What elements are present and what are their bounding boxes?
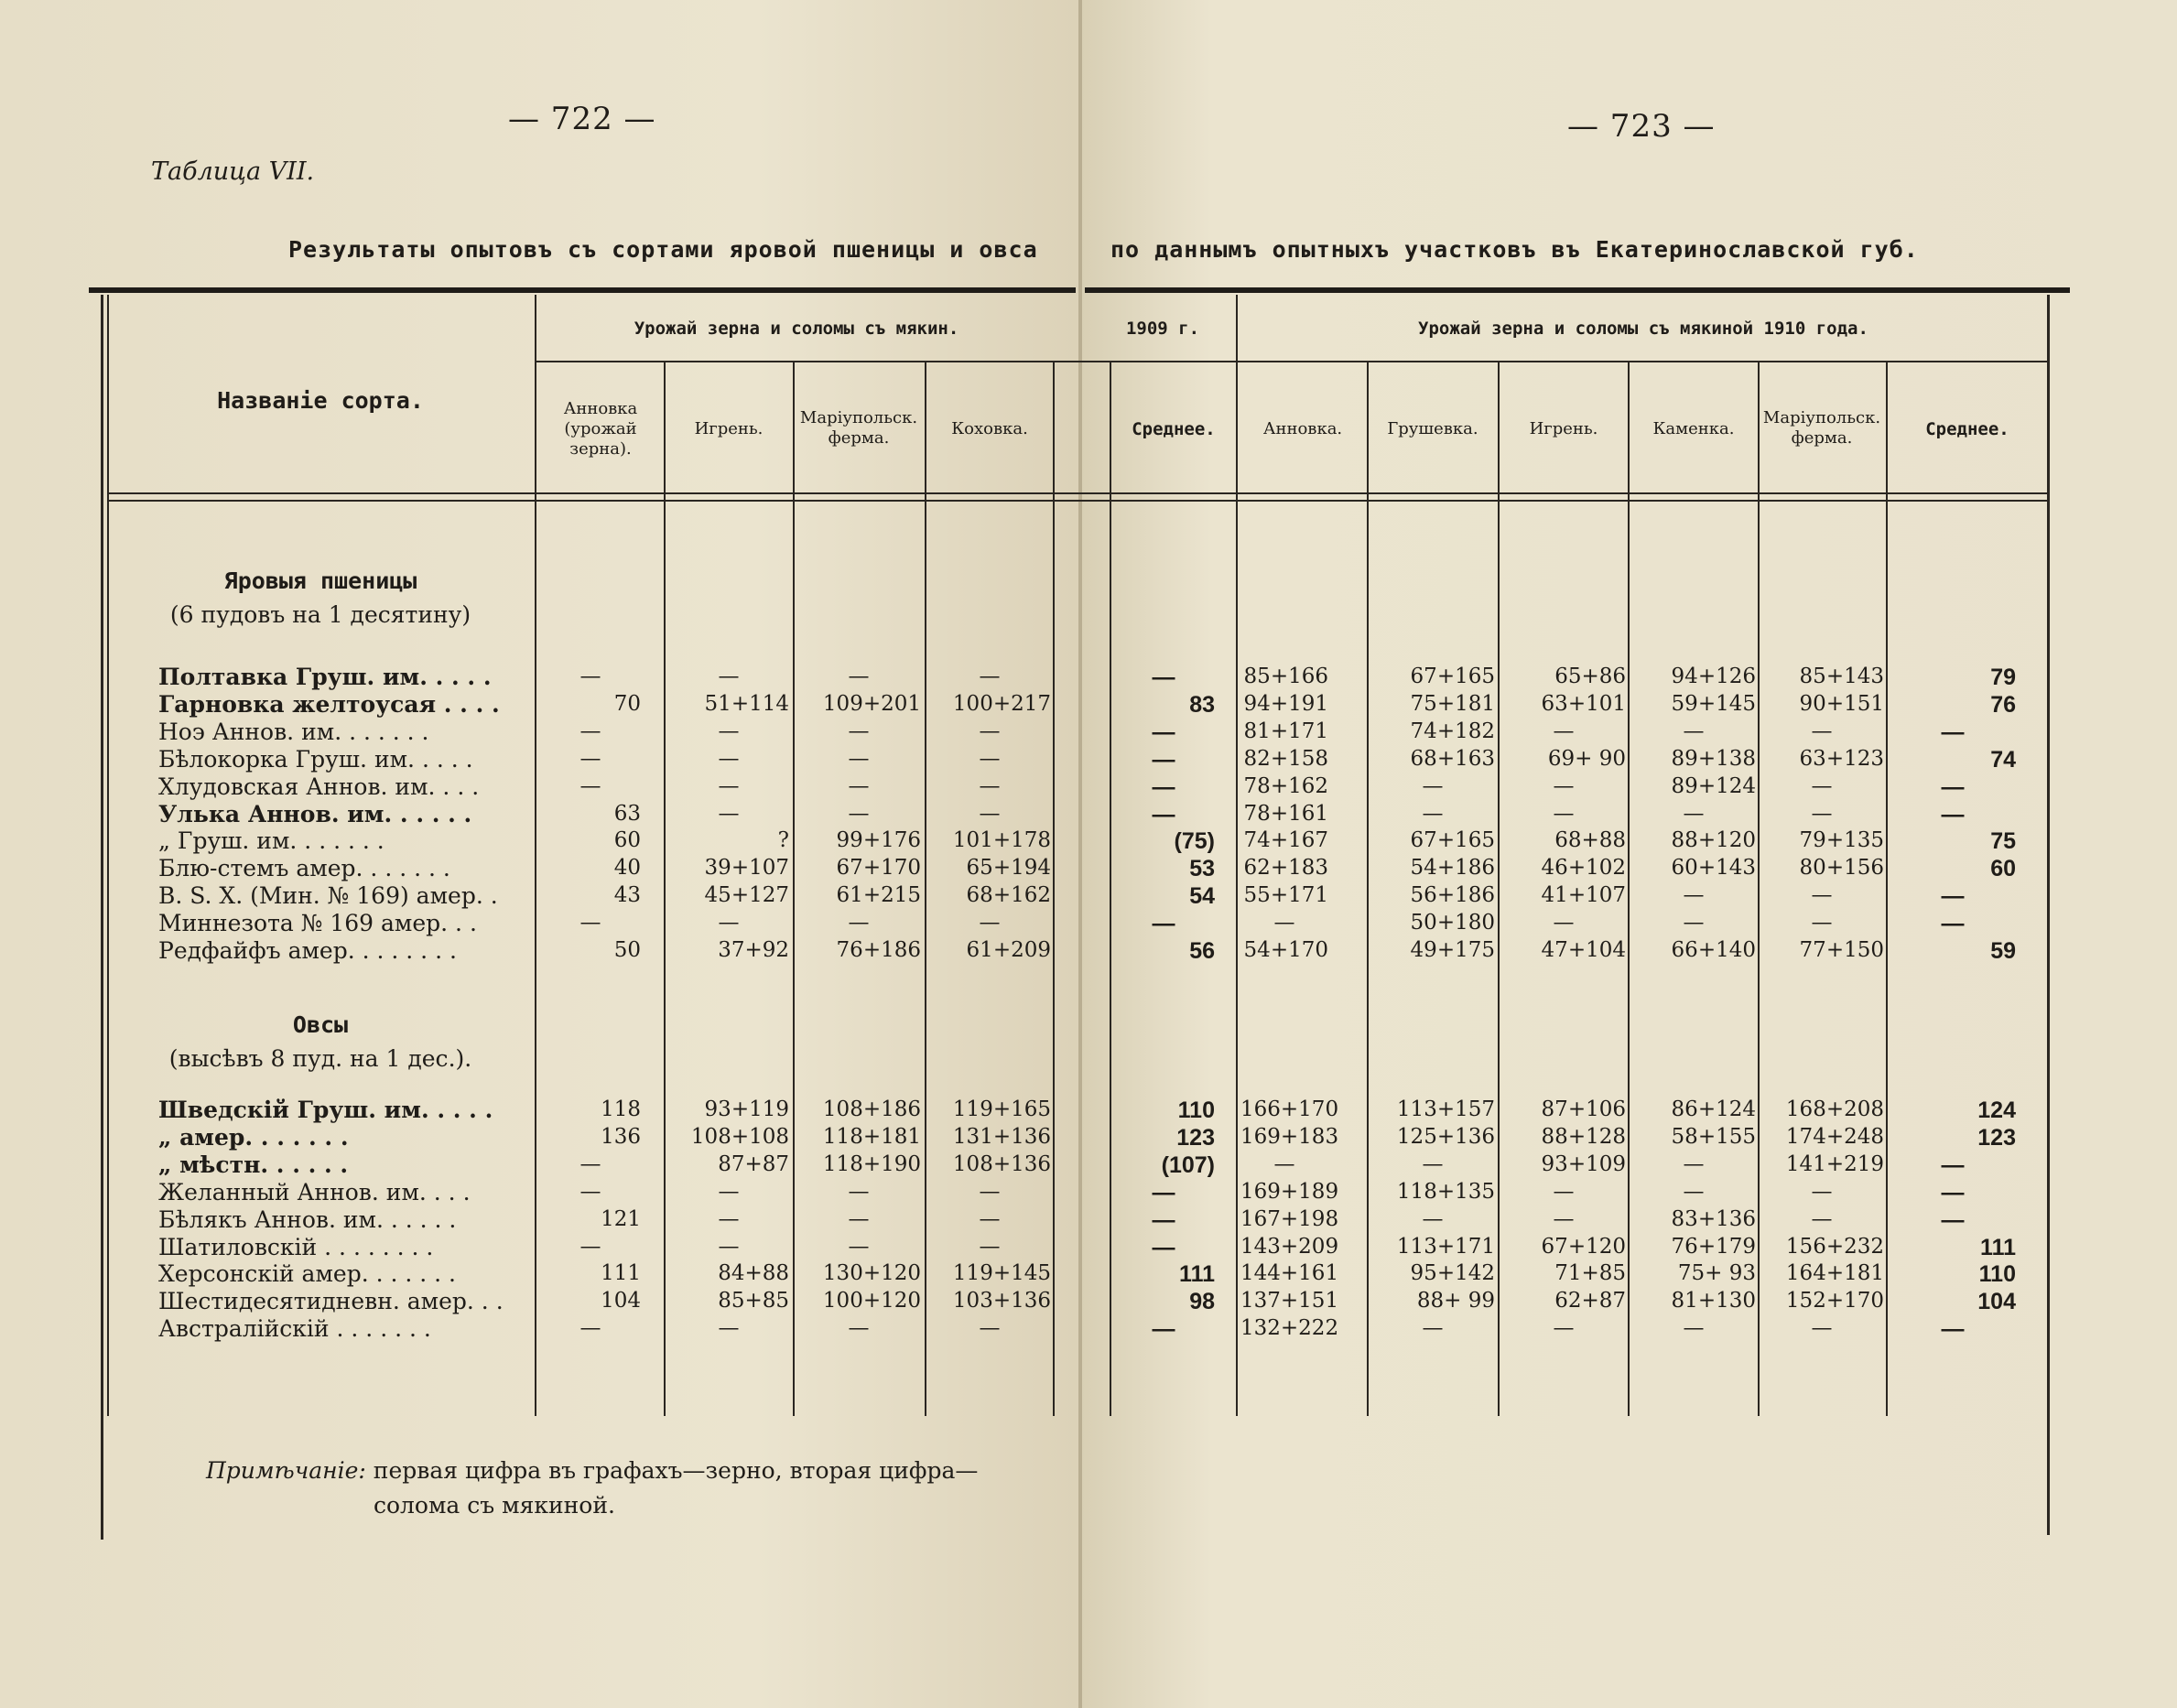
top-rule-right [1085, 287, 2070, 293]
table-cell: — [1683, 1151, 1705, 1176]
table-cell: 50+180 [1410, 911, 1495, 935]
table-cell: — [1683, 911, 1705, 935]
row-variety-name: Гарновка желтоусая . . . . [158, 690, 500, 718]
col-divider [1886, 362, 1888, 1416]
table-cell: 56+186 [1410, 883, 1495, 908]
row-variety-name: Бѣлякъ Аннов. им. . . . . . [158, 1205, 457, 1233]
section-wheat [110, 568, 531, 628]
table-cell: — [718, 1179, 740, 1204]
title-right: по даннымъ опытныхъ участковъ въ Екатеринославской губ. [1110, 236, 1919, 263]
table-cell: — [1811, 1206, 1833, 1231]
column-header-average-1909: Среднее. [1132, 419, 1216, 439]
book-gutter [1078, 0, 1082, 1708]
header-group-1909: Урожай зерна и соломы съ мякин. [634, 319, 959, 339]
table-cell: 75 [1990, 828, 2016, 855]
section-title: Яровыя пшеницы [223, 568, 417, 594]
table-right-border [2047, 295, 2050, 1535]
column-header-name: Названіе сорта. [217, 387, 424, 414]
table-cell: 37+92 [718, 938, 789, 962]
table-cell: 54 [1189, 883, 1215, 910]
table-cell: 103+136 [952, 1289, 1051, 1313]
table-cell: 111 [601, 1261, 641, 1286]
table-cell: — [1941, 801, 1965, 827]
header-year-1909: 1909 г. [1125, 319, 1200, 339]
table-cell: 60 [613, 828, 641, 853]
col-divider [1367, 362, 1369, 1416]
table-cell: 118 [601, 1097, 641, 1121]
table-cell: 88+120 [1671, 828, 1756, 853]
table-cell: 89+124 [1671, 773, 1756, 798]
table-cell: — [848, 911, 870, 935]
table-cell: — [579, 719, 601, 743]
col-divider [1498, 362, 1500, 1416]
header-subrule [536, 361, 2047, 362]
page-number-left: — 722 — [508, 101, 656, 137]
table-cell: 81+171 [1243, 719, 1328, 743]
table-cell: 113+157 [1396, 1097, 1495, 1121]
row-variety-name: B. S. X. (Мин. № 169) амер. . [158, 882, 498, 910]
table-cell: — [1152, 1316, 1175, 1343]
table-cell: — [848, 665, 870, 688]
table-cell: 80+156 [1799, 856, 1884, 881]
table-cell: — [979, 719, 1001, 743]
header-bottom-rule-2 [108, 500, 2047, 502]
table-cell: — [1683, 883, 1705, 908]
table-cell: 93+109 [1541, 1151, 1626, 1176]
table-cell: — [1553, 801, 1575, 826]
table-cell: 108+186 [822, 1097, 921, 1121]
table-cell: 75+ 93 [1677, 1261, 1756, 1286]
table-cell: 63+123 [1799, 746, 1884, 771]
row-variety-name: Херсонскій амер. . . . . . . [158, 1260, 456, 1288]
table-cell: — [1422, 1151, 1444, 1176]
table-cell: — [848, 801, 870, 826]
row-variety-name: „ мѣстн. . . . . . [158, 1151, 349, 1178]
table-cell: 90+151 [1799, 691, 1884, 716]
row-variety-name: Шатиловскій . . . . . . . . [158, 1233, 434, 1260]
table-cell: 108+108 [690, 1124, 789, 1149]
table-cell: — [1553, 1316, 1575, 1341]
table-cell: 58+155 [1671, 1124, 1756, 1149]
column-header-igren-1909: Игрень. [694, 419, 764, 438]
col-divider [1053, 362, 1055, 1416]
table-cell: — [1273, 911, 1295, 935]
table-cell: 123 [1977, 1124, 2016, 1151]
table-cell: 87+87 [718, 1151, 789, 1176]
col-divider [1236, 295, 1238, 1416]
table-cell: 119+145 [952, 1261, 1051, 1286]
table-cell: 79+135 [1799, 828, 1884, 853]
table-cell: 167+198 [1240, 1206, 1339, 1231]
table-cell: 110 [1177, 1097, 1215, 1123]
table-cell: — [848, 746, 870, 771]
table-cell: — [979, 1234, 1001, 1259]
table-cell: 74 [1990, 746, 2016, 773]
table-cell: — [1811, 719, 1833, 743]
table-cell: — [1941, 719, 1965, 745]
page-number-right: — 723 — [1567, 108, 1716, 145]
column-header-mariupol-1909: Маріупольск. ферма. [799, 408, 918, 448]
table-cell: 71+85 [1554, 1261, 1626, 1286]
table-cell: — [579, 1179, 601, 1204]
table-cell: — [1553, 1206, 1575, 1231]
table-cell: 131+136 [952, 1124, 1051, 1149]
col-divider [1628, 362, 1630, 1416]
table-cell: 98 [1189, 1289, 1215, 1315]
row-variety-name: Шестидесятидневн. амер. . . [158, 1288, 504, 1315]
table-cell: 93+119 [704, 1097, 789, 1121]
table-cell: 109+201 [822, 691, 921, 716]
table-cell: 77+150 [1799, 938, 1884, 962]
table-cell: 67+165 [1410, 665, 1495, 688]
column-header-annovka-1910: Анновка. [1262, 419, 1343, 438]
table-cell: — [979, 665, 1001, 688]
table-cell: 118+135 [1396, 1179, 1495, 1204]
table-cell: 101+178 [952, 828, 1051, 853]
table-cell: 164+181 [1785, 1261, 1884, 1286]
table-cell: 118+181 [822, 1124, 921, 1149]
table-cell: 83+136 [1671, 1206, 1756, 1231]
col-divider [793, 362, 795, 1416]
table-cell: 55+171 [1243, 883, 1328, 908]
table-cell: — [979, 911, 1001, 935]
table-cell: — [1683, 1316, 1705, 1341]
table-cell: — [979, 1316, 1001, 1341]
table-cell: — [579, 746, 601, 771]
table-cell: 68+88 [1554, 828, 1626, 853]
table-cell: 78+162 [1243, 773, 1328, 798]
table-left-edge [101, 295, 103, 1540]
table-cell: 43 [613, 883, 641, 908]
table-cell: 100+120 [822, 1289, 921, 1313]
table-cell: — [1553, 773, 1575, 798]
table-cell: 94+126 [1671, 665, 1756, 688]
table-cell: 76 [1990, 691, 2016, 718]
table-cell: — [848, 1234, 870, 1259]
row-variety-name: Желанный Аннов. им. . . . [158, 1178, 471, 1205]
table-cell: 56 [1189, 938, 1215, 964]
table-cell: — [979, 1179, 1001, 1204]
table-cell: — [718, 1206, 740, 1231]
table-cell: — [718, 773, 740, 798]
table-cell: — [1811, 911, 1833, 935]
table-cell: — [848, 1316, 870, 1341]
table-cell: — [1811, 1179, 1833, 1204]
column-header-grushevka-1910: Грушевка. [1387, 419, 1478, 438]
table-cell: 59+145 [1671, 691, 1756, 716]
table-cell: 85+143 [1799, 665, 1884, 688]
table-cell: 76+186 [836, 938, 921, 962]
table-cell: — [718, 746, 740, 771]
table-cell: 111 [1980, 1234, 2016, 1260]
table-cell: 67+120 [1541, 1234, 1626, 1259]
table-cell: — [1683, 801, 1705, 826]
table-cell: 137+151 [1240, 1289, 1339, 1313]
table-cell: 87+106 [1541, 1097, 1626, 1121]
table-cell: 99+176 [836, 828, 921, 853]
table-cell: 40 [613, 856, 641, 881]
name-col-divider [535, 295, 536, 1416]
table-cell: — [718, 1316, 740, 1341]
table-cell: — [1152, 719, 1175, 745]
row-variety-name: „ амер. . . . . . . [158, 1123, 349, 1151]
table-cell: 144+161 [1240, 1261, 1339, 1286]
table-cell: — [1152, 665, 1175, 690]
table-cell: 121 [601, 1206, 641, 1231]
title-left: Результаты опытовъ съ сортами яровой пшеницы и овса [288, 236, 1038, 263]
table-cell: 85+166 [1243, 665, 1328, 688]
col-divider [1110, 362, 1111, 1416]
table-cell: 61+209 [966, 938, 1051, 962]
header-group-1910: Урожай зерна и соломы съ мякиной 1910 года. [1418, 319, 1868, 339]
table-cell: — [979, 1206, 1001, 1231]
section-title: Овсы [292, 1011, 349, 1038]
col-divider [925, 362, 926, 1416]
table-cell: — [1553, 911, 1575, 935]
table-cell: 174+248 [1785, 1124, 1884, 1149]
table-cell: — [1683, 1179, 1705, 1204]
table-cell: 143+209 [1240, 1234, 1339, 1259]
table-cell: 76+179 [1671, 1234, 1756, 1259]
table-cell: 79 [1990, 665, 2016, 690]
table-cell: 111 [1179, 1261, 1215, 1288]
table-cell: 130+120 [822, 1261, 921, 1286]
table-cell: 39+107 [704, 856, 789, 881]
table-cell: — [979, 801, 1001, 826]
column-header-kokhovka-1909: Коховка. [951, 419, 1028, 438]
table-cell: 47+104 [1541, 938, 1626, 962]
table-cell: 169+183 [1240, 1124, 1339, 1149]
table-cell: — [579, 911, 601, 935]
table-cell: — [979, 773, 1001, 798]
table-cell: 54+170 [1243, 938, 1328, 962]
table-cell: 124 [1977, 1097, 2016, 1123]
table-cell: — [1941, 911, 1965, 937]
table-cell: 95+142 [1410, 1261, 1495, 1286]
table-cell: — [1152, 746, 1175, 773]
table-cell: 51+114 [704, 691, 789, 716]
table-cell: — [1553, 1179, 1575, 1204]
table-cell: — [718, 801, 740, 826]
table-cell: — [579, 1151, 601, 1176]
table-cell: 63+101 [1541, 691, 1626, 716]
table-cell: 104 [601, 1289, 641, 1313]
table-cell: 61+215 [836, 883, 921, 908]
table-cell: 65+194 [966, 856, 1051, 881]
table-cell: — [1941, 773, 1965, 800]
table-cell: 68+163 [1410, 746, 1495, 771]
table-cell: — [1941, 1151, 1965, 1178]
table-cell: 78+161 [1243, 801, 1328, 826]
table-cell: 75+181 [1410, 691, 1495, 716]
table-cell: (107) [1161, 1151, 1215, 1178]
table-cell: — [979, 746, 1001, 771]
table-cell: 83 [1189, 691, 1215, 718]
row-variety-name: Редфайфъ амер. . . . . . . . [158, 937, 457, 964]
row-variety-name: Миннезота № 169 амер. . . [158, 910, 477, 937]
table-cell: 50 [613, 938, 641, 962]
table-cell: 68+162 [966, 883, 1051, 908]
table-cell: — [1553, 719, 1575, 743]
row-variety-name: Хлудовская Аннов. им. . . . [158, 773, 480, 800]
table-cell: 60+143 [1671, 856, 1756, 881]
table-cell: 62+183 [1243, 856, 1328, 881]
table-cell: 110 [1978, 1261, 2016, 1288]
table-cell: 59 [1990, 938, 2016, 964]
row-variety-name: Блю-стемъ амер. . . . . . . [158, 855, 450, 882]
table-cell: — [848, 1179, 870, 1204]
table-cell: 84+88 [718, 1261, 789, 1286]
table-cell: 45+127 [704, 883, 789, 908]
row-variety-name: Шведскій Груш. им. . . . . [158, 1097, 493, 1123]
table-cell: — [1941, 883, 1965, 910]
table-cell: 66+140 [1671, 938, 1756, 962]
top-rule-left [89, 287, 1076, 293]
row-variety-name: Ноэ Аннов. им. . . . . . . [158, 718, 429, 745]
table-cell: — [1422, 773, 1444, 798]
table-cell: — [1152, 773, 1175, 800]
table-cell: 63 [613, 801, 641, 826]
table-cell: 82+158 [1243, 746, 1328, 771]
table-cell: — [579, 1234, 601, 1259]
table-cell: 94+191 [1243, 691, 1328, 716]
table-cell: — [1811, 1316, 1833, 1341]
table-cell: — [848, 773, 870, 798]
table-cell: — [718, 719, 740, 743]
table-cell: 67+170 [836, 856, 921, 881]
table-cell: 74+167 [1243, 828, 1328, 853]
table-cell: — [1152, 1179, 1175, 1205]
table-cell: 123 [1176, 1124, 1215, 1151]
table-cell: 152+170 [1785, 1289, 1884, 1313]
table-cell: (75) [1174, 828, 1215, 855]
header-bottom-rule [108, 492, 2047, 494]
row-variety-name: Полтавка Груш. им. . . . . [158, 664, 492, 690]
table-cell: — [848, 719, 870, 743]
table-cell: — [848, 1206, 870, 1231]
footnote [206, 1454, 978, 1523]
table-cell: — [1811, 801, 1833, 826]
table-cell: — [579, 773, 601, 798]
table-cell: 125+136 [1396, 1124, 1495, 1149]
table-cell: 89+138 [1671, 746, 1756, 771]
table-cell: — [579, 1316, 601, 1341]
table-cell: 69+ 90 [1547, 746, 1626, 771]
table-cell: 119+165 [952, 1097, 1051, 1121]
table-cell: 53 [1189, 856, 1215, 882]
table-cell: — [1422, 801, 1444, 826]
table-cell: 156+232 [1785, 1234, 1884, 1259]
table-cell: — [1152, 801, 1175, 827]
table-cell: 65+86 [1554, 665, 1626, 688]
table-cell: 41+107 [1541, 883, 1626, 908]
table-cell: 88+ 99 [1416, 1289, 1495, 1313]
table-cell: 67+165 [1410, 828, 1495, 853]
table-cell: 168+208 [1785, 1097, 1884, 1121]
table-left-border [107, 295, 109, 1416]
section-subtitle: (6 пудовъ на 1 десятину) [169, 601, 471, 628]
table-cell: — [718, 911, 740, 935]
table-cell: — [1422, 1206, 1444, 1231]
table-cell: — [579, 665, 601, 688]
row-variety-name: Улька Аннов. им. . . . . . [158, 800, 472, 827]
table-cell: 113+171 [1396, 1234, 1495, 1259]
table-cell: — [718, 1234, 740, 1259]
table-cell: — [1422, 1316, 1444, 1341]
table-cell: — [1152, 1206, 1175, 1233]
table-cell: 81+130 [1671, 1289, 1756, 1313]
table-cell: 88+128 [1541, 1124, 1626, 1149]
footnote-label: Примѣчаніе: [206, 1457, 366, 1484]
col-divider [664, 362, 666, 1416]
table-cell: 62+87 [1554, 1289, 1626, 1313]
table-cell: — [1683, 719, 1705, 743]
table-cell: 169+189 [1240, 1179, 1339, 1204]
table-cell: 132+222 [1240, 1316, 1339, 1341]
table-cell: 166+170 [1240, 1097, 1339, 1121]
footnote-text: первая цифра въ графахъ—зерно, вторая цифра— [365, 1457, 979, 1484]
table-cell: 104 [1977, 1289, 2016, 1315]
table-cell: 118+190 [822, 1151, 921, 1176]
table-cell: 46+102 [1541, 856, 1626, 881]
table-label: Таблица VII. [151, 157, 315, 186]
column-header-average-1910: Среднее. [1925, 419, 2009, 439]
footnote-text-2: солома съ мякиной. [374, 1492, 615, 1519]
section-oats [110, 1011, 531, 1072]
row-variety-name: „ Груш. им. . . . . . . [158, 827, 384, 855]
table-cell: — [1941, 1179, 1965, 1205]
table-cell: 49+175 [1410, 938, 1495, 962]
column-header-kamenka-1910: Каменка. [1652, 419, 1735, 438]
table-cell: — [1152, 1234, 1175, 1260]
row-variety-name: Бѣлокорка Груш. им. . . . . [158, 745, 473, 773]
table-cell: 136 [601, 1124, 641, 1149]
table-cell: — [1941, 1316, 1965, 1343]
table-cell: 54+186 [1410, 856, 1495, 881]
column-header-annovka-1909: Анновка (урожай зерна). [563, 399, 638, 459]
table-cell: ? [777, 828, 789, 853]
table-cell: 74+182 [1410, 719, 1495, 743]
table-cell: 60 [1990, 856, 2016, 882]
table-cell: 141+219 [1785, 1151, 1884, 1176]
row-variety-name: Австралійскій . . . . . . . [158, 1315, 431, 1343]
table-cell: — [1273, 1151, 1295, 1176]
section-subtitle: (высѣвъ 8 пуд. на 1 дес.). [168, 1045, 472, 1072]
table-cell: — [1811, 773, 1833, 798]
table-cell: — [1152, 911, 1175, 937]
table-cell: — [1941, 1206, 1965, 1233]
column-header-mariupol-1910: Маріупольск. ферма. [1762, 408, 1881, 448]
table-cell: 85+85 [718, 1289, 789, 1313]
table-cell: 86+124 [1671, 1097, 1756, 1121]
table-cell: 108+136 [952, 1151, 1051, 1176]
column-header-igren-1910: Игрень. [1529, 419, 1598, 438]
table-cell: — [1811, 883, 1833, 908]
table-cell: — [718, 665, 740, 688]
table-cell: 100+217 [952, 691, 1051, 716]
table-cell: 70 [613, 691, 641, 716]
